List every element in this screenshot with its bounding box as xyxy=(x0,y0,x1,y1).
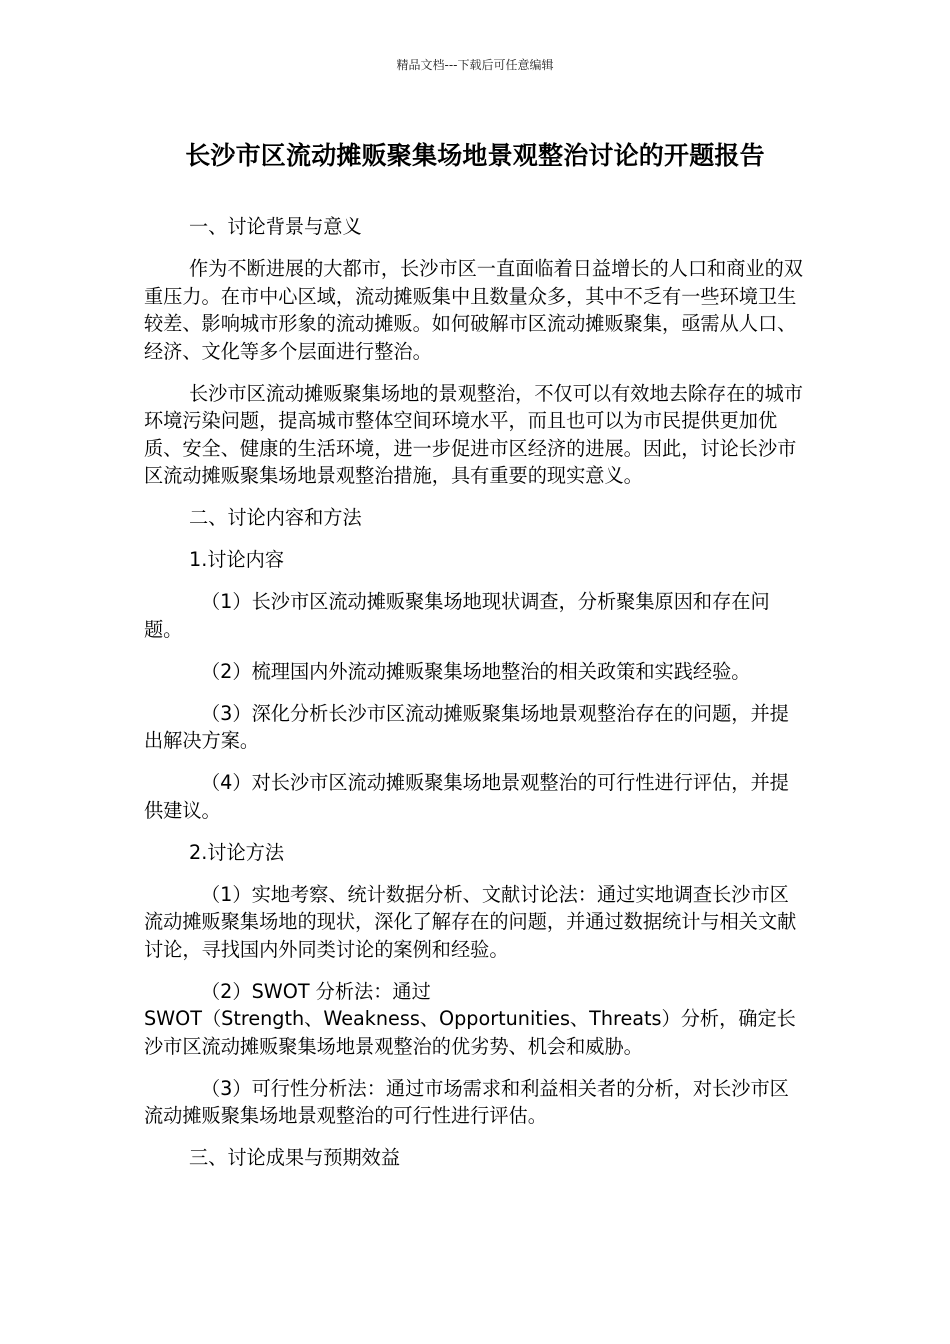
section-heading-background: 一、讨论背景与意义 xyxy=(189,215,362,238)
method-item-1: （1）实地考察、统计数据分析、文献讨论法：通过实地调查长沙市区流动摊贩聚集场地的现状，深化了解存在的问题，并通过数据统计与相关文献讨论，寻找国内外同类讨论的案例和经验。 xyxy=(144,882,797,961)
method-item-2-swot xyxy=(144,978,806,1061)
content-item-4: （4）对长沙市区流动摊贩聚集场地景观整治的可行性进行评估，并提供建议。 xyxy=(144,771,789,822)
method-item-3: （3）可行性分析法：通过市场需求和利益相关者的分析，对长沙市区流动摊贩聚集场地景观整治的可行性进行评估。 xyxy=(144,1076,789,1127)
content-item-2: （2）梳理国内外流动摊贩聚集场地整治的相关政策和实践经验。 xyxy=(201,659,751,683)
document-title: 长沙市区流动摊贩聚集场地景观整治讨论的开题报告 xyxy=(185,141,765,170)
section-heading-content-methods: 二、讨论内容和方法 xyxy=(189,506,362,529)
page-header-note: 精品文档---下载后可任意编辑 xyxy=(396,58,554,72)
content-item-3: （3）深化分析长沙市区流动摊贩聚集场地景观整治存在的问题，并提出解决方案。 xyxy=(144,701,789,752)
subsection-heading-content: 1.讨论内容 xyxy=(189,548,285,571)
paragraph-background-2: 长沙市区流动摊贩聚集场地的景观整治，不仅可以有效地去除存在的城市环境污染问题，提高城市整体空间环境水平，而且也可以为市民提供更加优质、安全、健康的生活环境，进一步促进市区经济的进展。因此，讨论长沙市区流动摊贩聚集场地景观整治措施，具有重要的现实意义。 xyxy=(144,381,803,487)
section-heading-results: 三、讨论成果与预期效益 xyxy=(189,1146,401,1169)
document-body xyxy=(144,213,806,1186)
subsection-heading-methods: 2.讨论方法 xyxy=(189,840,285,864)
content-item-1: （1）长沙市区流动摊贩聚集场地现状调查，分析聚集原因和存在问题。 xyxy=(144,590,770,641)
paragraph-background-1: 作为不断进展的大都市，长沙市区一直面临着日益增长的人口和商业的双重压力。在市中心区域，流动摊贩集中且数量众多，其中不乏有一些环境卫生较差、影响城市形象的流动摊贩。如何破解市区流动摊贩聚集，亟需从人口、经济、文化等多个层面进行整治。 xyxy=(144,257,803,363)
swot-line-1: （2）SWOT 分析法：通过 xyxy=(201,979,431,1003)
swot-line-2: SWOT（Strength、Weakness、Opportunities、Threats）分析，确定长沙市区流动摊贩聚集场地景观整治的优劣势、机会和威胁。 xyxy=(144,1007,796,1058)
